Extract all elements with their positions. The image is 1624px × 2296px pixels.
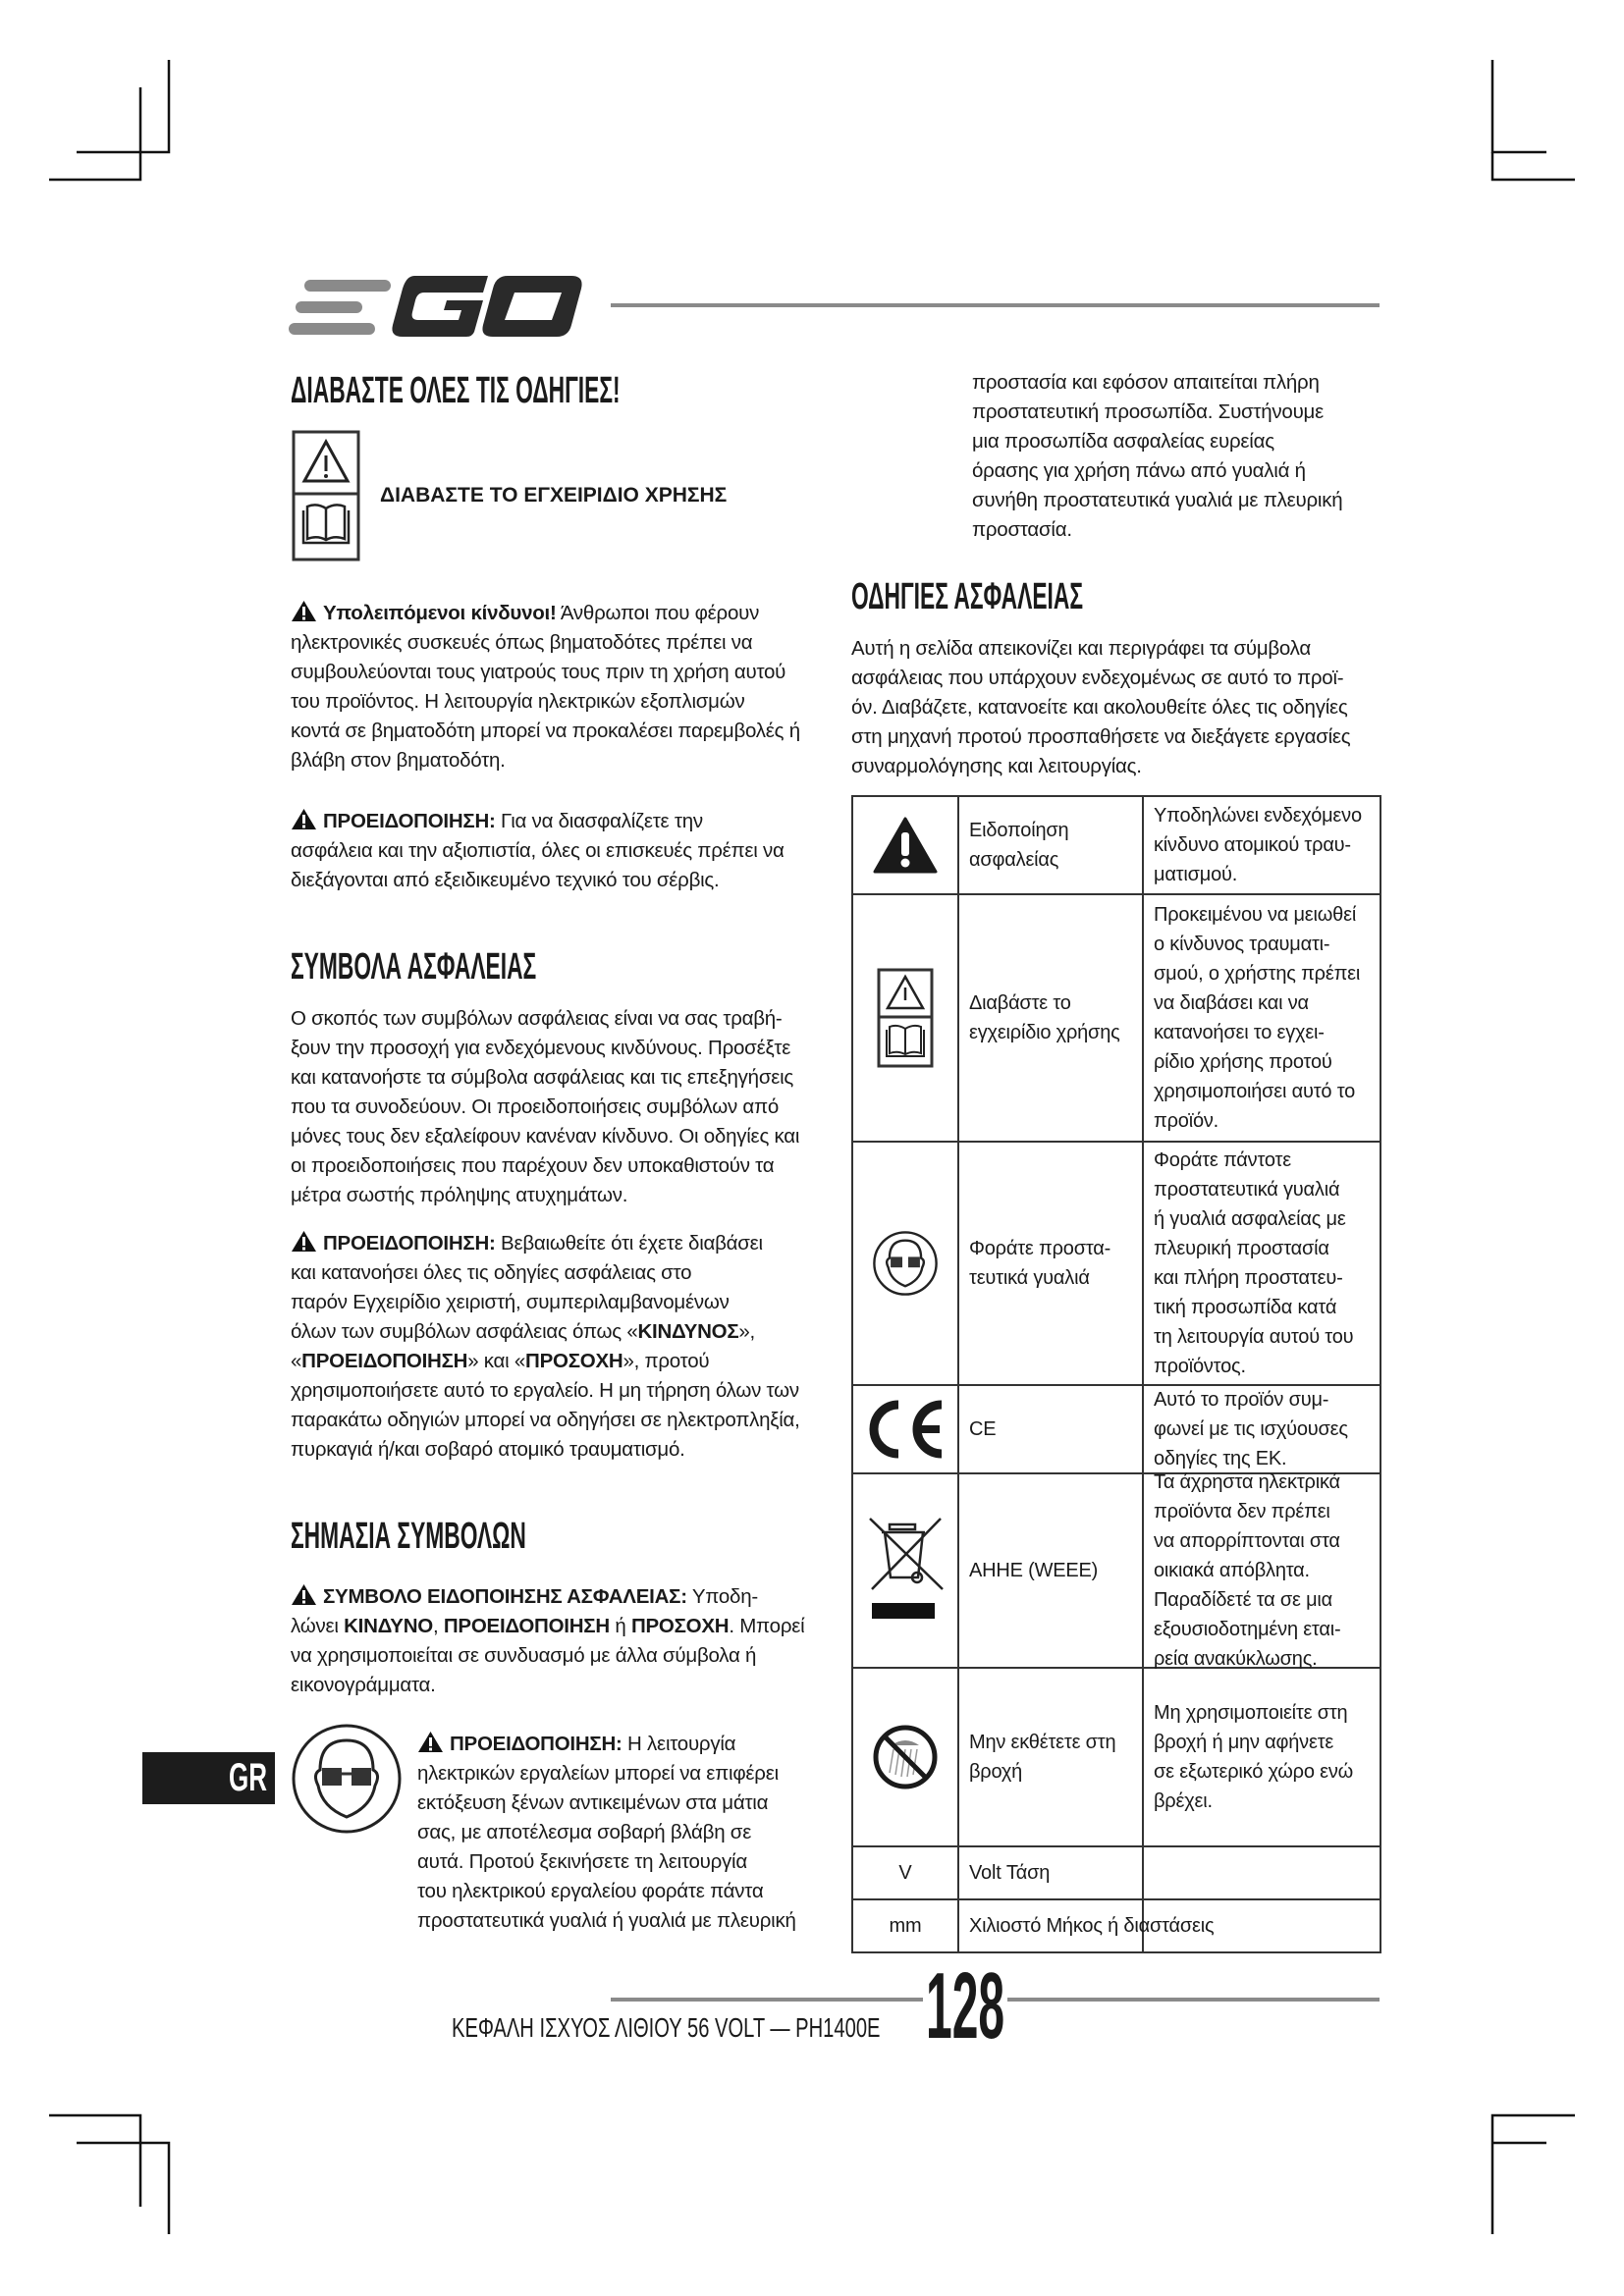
text-line: Volt Τάση [969, 1862, 1051, 1884]
text-line: εκτόξευση ξένων αντικειμένων στα μάτια [417, 1791, 769, 1814]
text-line: προστατευτικά γυαλιά ή γυαλιά με πλευρική [417, 1909, 796, 1932]
eye-protection-icon [291, 1723, 403, 1840]
bold-text: ΚΙΝΔΥΝΟ [344, 1615, 433, 1637]
text-line: ρεία ανακύκλωσης. [1154, 1648, 1318, 1670]
text-line: Διαβάστε το [969, 992, 1071, 1014]
text-line: τευτικά γυαλιά [969, 1267, 1090, 1289]
text-line: κίνδυνο ατομικού τραυ- [1154, 834, 1351, 856]
text-line: ηλεκτρονικές συσκευές όπως βηματοδότες πρέπει να [291, 631, 753, 654]
text-line: του ηλεκτρικού εργαλείου φοράτε πάντα [417, 1880, 764, 1902]
ego-logo [287, 271, 586, 345]
text-line: προϊόν. [1154, 1110, 1219, 1132]
ce-mark-icon [853, 1386, 959, 1472]
text-line: τη λειτουργία αυτού του [1154, 1326, 1354, 1348]
text-line: συνήθη προστατευτικά γυαλιά με πλευρική [972, 489, 1343, 511]
heading-safety-instructions: ΟΔΗΓΙΕΣ ΑΣΦΑΛΕΙΑΣ [851, 576, 1084, 617]
symbol-cell: V [853, 1847, 959, 1898]
text-line: μια προσωπίδα ασφαλείας ευρείας [972, 430, 1274, 453]
text-line: Παραδίδετέ τα σε μια [1154, 1589, 1333, 1611]
table-row [853, 895, 1381, 1143]
text-line: να διαβάσει και να [1154, 992, 1309, 1014]
text-line: CE [969, 1418, 997, 1440]
text-line: ΠΡΟΕΙΔΟΠΟΙΗΣΗ: Για να διασφαλίζετε την [291, 807, 785, 836]
warning-triangle-icon [291, 1230, 317, 1253]
safety-alert-icon [853, 797, 959, 893]
warning-triangle-icon [291, 1583, 317, 1606]
text-line: ξουν την προσοχή για ενδεχόμενους κινδύνους. Προσέξτε [291, 1037, 791, 1059]
bold-text: ΠΡΟΣΟΧΗ [630, 1615, 730, 1637]
text-line: συμβουλεύονται τους γιατρούς τους πριν τη χρήση αυτού [291, 661, 786, 683]
text-line: ασφαλείας [969, 849, 1059, 871]
text-line: ματισμού. [1154, 864, 1238, 885]
warning-triangle-icon [291, 808, 317, 830]
heading-safety-symbols: ΣΥΜΒΟΛΑ ΑΣΦΑΛΕΙΑΣ [291, 946, 537, 988]
text-line: κατανοήσει το εγχει- [1154, 1022, 1325, 1043]
text-line: προστατευτική προσωπίδα. Συστήνουμε [972, 400, 1324, 423]
text-line: Φοράτε προστα- [969, 1238, 1111, 1259]
text-line: Ειδοποίηση [969, 820, 1069, 841]
text-line: «ΠΡΟΕΙΔΟΠΟΙΗΣΗ» και «ΠΡΟΣΟΧΗ», προτού [291, 1350, 710, 1372]
text-line: και κατανοήσει όλες τις οδηγίες ασφάλειας στο [291, 1261, 692, 1284]
text-line: που τα συνοδεύουν. Οι προειδοποιήσεις συμβόλων από [291, 1095, 780, 1118]
text-line: χρησιμοποιήσετε αυτό το εργαλείο. Η μη τήρηση όλων των [291, 1379, 799, 1402]
text-line: χρησιμοποιήσει αυτό το [1154, 1081, 1356, 1102]
symbol-description [1144, 1669, 1381, 1845]
table-row [853, 1143, 1381, 1386]
text-line: ασφάλεια και την αξιοπιστία, όλες οι επισκευές πρέπει να [291, 839, 785, 862]
text-line: προστασία και εφόσον απαιτείται πλήρη [972, 371, 1320, 394]
bold-text: ΠΡΟΕΙΔΟΠΟΙΗΣΗ: [450, 1733, 623, 1755]
text-line: Αυτό το προϊόν συμ- [1154, 1389, 1329, 1411]
text-line: προϊόντος. [1154, 1356, 1246, 1377]
table-row [853, 797, 1381, 895]
instructions-intro-paragraph [851, 634, 1350, 781]
read-manual-icon [292, 430, 360, 561]
text-line: ασφάλειας που υπάρχουν ενδεχομένως σε αυτό το προϊ- [851, 667, 1344, 689]
warning-triangle-icon [417, 1731, 444, 1753]
symbol-description [1144, 1386, 1381, 1472]
table-row [853, 1669, 1381, 1847]
residual-risk-paragraph [291, 599, 800, 775]
text-line: όν. Διαβάζετε, κατανοείτε και ακολουθείτε όλες τις οδηγίες [851, 696, 1348, 719]
eye-protection-icon [853, 1143, 959, 1384]
bold-text: ΠΡΟΕΙΔΟΠΟΙΗΣΗ [443, 1615, 610, 1637]
text-line: του προϊόντος. Η λειτουργία ηλεκτρικών εξοπλισμών [291, 690, 745, 713]
footer-title: ΚΕΦΑΛΗ ΙΣΧΥΟΣ ΛΙΘΙΟΥ 56 VOLT — PH1400E [452, 2012, 881, 2043]
text-line: ηλεκτρικών εργαλείων μπορεί να επιφέρει [417, 1762, 779, 1785]
text-line: Μη χρησιμοποιείτε στη [1154, 1702, 1348, 1724]
text-line: τική προσωπίδα κατά [1154, 1297, 1337, 1318]
heading-symbol-meaning: ΣΗΜΑΣΙΑ ΣΥΜΒΟΛΩΝ [291, 1516, 526, 1557]
text-line: Υποδηλώνει ενδεχόμενο [1154, 805, 1362, 827]
text-line: όλων των συμβόλων ασφάλειας όπως «ΚΙΝΔΥΝΟΣ», [291, 1320, 756, 1343]
table-row [853, 1900, 1381, 1953]
text-line: βροχή ή μην αφήνετε [1154, 1732, 1334, 1753]
table-row [853, 1471, 1381, 1670]
text-line: φωνεί με τις ισχύουσες [1154, 1418, 1348, 1440]
text-line: προστατευτικά γυαλιά [1154, 1179, 1340, 1201]
text-line: προστασία. [972, 518, 1072, 541]
symbol-description [1144, 1900, 1381, 1951]
symbol-name [959, 1900, 1215, 1951]
symbol-description [1144, 1143, 1381, 1384]
text-line: Χιλιοστό Μήκος ή διαστάσεις [969, 1915, 1215, 1937]
symbol-description [1144, 1471, 1381, 1670]
text-line: παρόν Εγχειρίδιο χειριστή, συμπεριλαμβανομένων [291, 1291, 730, 1313]
text-line: ρίδιο χρήσης προτού [1154, 1051, 1332, 1073]
text-line: να χρησιμοποιείται σε συνδυασμό με άλλα σύμβολα ή [291, 1644, 757, 1667]
text-line: Τα άχρηστα ηλεκτρικά [1154, 1471, 1340, 1493]
read-manual-label: ΔΙΑΒΑΣΤΕ ΤΟ ΕΓΧΕΙΡΙΔΙΟ ΧΡΗΣΗΣ [380, 484, 728, 507]
symbol-description [1144, 895, 1381, 1141]
text-line: κοντά σε βηματοδότη μπορεί να προκαλέσει παρεμβολές ή [291, 720, 800, 742]
text-line: εγχειρίδιο χρήσης [969, 1022, 1120, 1043]
symbol-name [959, 1847, 1144, 1898]
symbol-name [959, 1474, 1144, 1667]
text-line: ΠΡΟΕΙΔΟΠΟΙΗΣΗ: Η λειτουργία [417, 1730, 796, 1759]
text-line: σε εξωτερικό χώρο ενώ [1154, 1761, 1354, 1783]
text-line: διεξάγονται από εξειδικευμένο τεχνικό του σέρβις. [291, 869, 720, 891]
text-line: σας, με αποτέλεσμα σοβαρή βλάβη σε [417, 1821, 752, 1843]
text-line: ΠΡΟΕΙΔΟΠΟΙΗΣΗ: Βεβαιωθείτε ότι έχετε διαβάσει [291, 1229, 800, 1258]
text-line: παρακάτω οδηγιών μπορεί να οδηγήσει σε ηλεκτροπληξία, [291, 1409, 800, 1431]
text-line: Προκειμένου να μειωθεί [1154, 904, 1357, 926]
text-line: ή γυαλιά ασφαλείας με [1154, 1208, 1346, 1230]
text-line: Αυτή η σελίδα απεικονίζει και περιγράφει τα σύμβολα [851, 637, 1311, 660]
text-line: Φοράτε πάντοτε [1154, 1149, 1291, 1171]
symbols-intro-paragraph [291, 1004, 799, 1210]
bold-text: Υπολειπόμενοι κίνδυνοι! [323, 602, 557, 624]
symbol-name [959, 1386, 1144, 1472]
symbol-cell: mm [853, 1900, 959, 1951]
symbol-name [959, 895, 1144, 1141]
text-line: βρέχει. [1154, 1790, 1213, 1812]
safety-symbols-table [851, 795, 1381, 1953]
warning-triangle-icon [291, 600, 317, 622]
text-line: ΑΗΗΕ (WEEE) [969, 1560, 1099, 1581]
text-line: αυτά. Προτού ξεκινήσετε τη λειτουργία [417, 1850, 747, 1873]
text-line: βλάβη στον βηματοδότη. [291, 749, 506, 772]
text-line: σμού, ο χρήστης πρέπει [1154, 963, 1361, 985]
language-tab [142, 1752, 275, 1804]
text-line: και πλήρη προστατευ- [1154, 1267, 1343, 1289]
text-line: όρασης για χρήση πάνω από γυαλιά ή [972, 459, 1306, 482]
text-line: πυρκαγιά ή/και σοβαρό ατομικό τραυματισμό. [291, 1438, 685, 1461]
text-line: συναρμολόγησης και λειτουργίας. [851, 755, 1142, 777]
bold-text: ΚΙΝΔΥΝΟΣ [637, 1320, 739, 1343]
text-line: βροχή [969, 1761, 1023, 1783]
table-row [853, 1847, 1381, 1900]
text-line: στη μηχανή προτού προσπαθήσετε να διεξάγετε εργασίες [851, 725, 1351, 748]
text-line: προϊόντα δεν πρέπει [1154, 1501, 1330, 1522]
text-line: Ο σκοπός των συμβόλων ασφάλειας είναι να σας τραβή- [291, 1007, 783, 1030]
table-row [853, 1386, 1381, 1474]
text-line: Υπολειπόμενοι κίνδυνοι! Άνθρωποι που φέρουν [291, 599, 800, 628]
text-line: πλευρική προστασία [1154, 1238, 1329, 1259]
symbol-name [959, 797, 1144, 893]
symbol-name [959, 1143, 1144, 1384]
text-line: οικιακά απόβλητα. [1154, 1560, 1310, 1581]
bold-text: ΠΡΟΕΙΔΟΠΟΙΗΣΗ: [323, 1232, 496, 1255]
no-rain-icon [853, 1669, 959, 1845]
text-line: εξουσιοδοτημένη εται- [1154, 1619, 1341, 1640]
text-line: λώνει ΚΙΝΔΥΝΟ, ΠΡΟΕΙΔΟΠΟΙΗΣΗ ή ΠΡΟΣΟΧΗ. Μπορεί [291, 1615, 805, 1637]
text-line: Μην εκθέτετε στη [969, 1732, 1116, 1753]
language-code: GR [229, 1756, 267, 1799]
text-line: ο κίνδυνος τραυματι- [1154, 934, 1330, 955]
text-line: μόνες τους δεν εξαλείφουν κανέναν κίνδυνο. Οι οδηγίες και [291, 1125, 800, 1148]
alert-symbol-paragraph [291, 1582, 804, 1700]
text-line: μέτρα σωστής πρόληψης ατυχημάτων. [291, 1184, 628, 1206]
text-line: οι προειδοποιήσεις που παρέχουν δεν υποκαθιστούν τα [291, 1154, 775, 1177]
symbol-description [1144, 797, 1381, 893]
bold-text: ΣΥΜΒΟΛΟ ΕΙΔΟΠΟΙΗΣΗΣ ΑΣΦΑΛΕΙΑΣ: [323, 1585, 687, 1608]
eye-warning-continued [972, 368, 1342, 545]
symbol-description [1144, 1847, 1381, 1898]
service-warning-paragraph [291, 807, 785, 895]
weee-bin-icon [853, 1474, 959, 1667]
text-line: ΣΥΜΒΟΛΟ ΕΙΔΟΠΟΙΗΣΗΣ ΑΣΦΑΛΕΙΑΣ: Υποδη- [291, 1582, 804, 1612]
bold-text: ΠΡΟΣΟΧΗ [525, 1350, 623, 1372]
page-number: 128 [923, 1959, 1007, 2054]
read-manual-icon [853, 895, 959, 1141]
bold-text: ΠΡΟΕΙΔΟΠΟΙΗΣΗ [301, 1350, 468, 1372]
heading-read-all: ΔΙΑΒΑΣΤΕ ΟΛΕΣ ΤΙΣ ΟΔΗΓΙΕΣ! [291, 370, 621, 411]
text-line: και κατανοήστε τα σύμβολα ασφάλειας και τις επεξηγήσεις [291, 1066, 794, 1089]
text-line: να απορρίπτονται στα [1154, 1530, 1340, 1552]
symbol-name [959, 1669, 1144, 1845]
bold-text: ΠΡΟΕΙΔΟΠΟΙΗΣΗ: [323, 810, 496, 832]
read-warning-paragraph [291, 1229, 800, 1465]
eye-warning-paragraph [417, 1730, 796, 1936]
text-line: οδηγίες της ΕΚ. [1154, 1448, 1287, 1469]
text-line: εικονογράμματα. [291, 1674, 436, 1696]
